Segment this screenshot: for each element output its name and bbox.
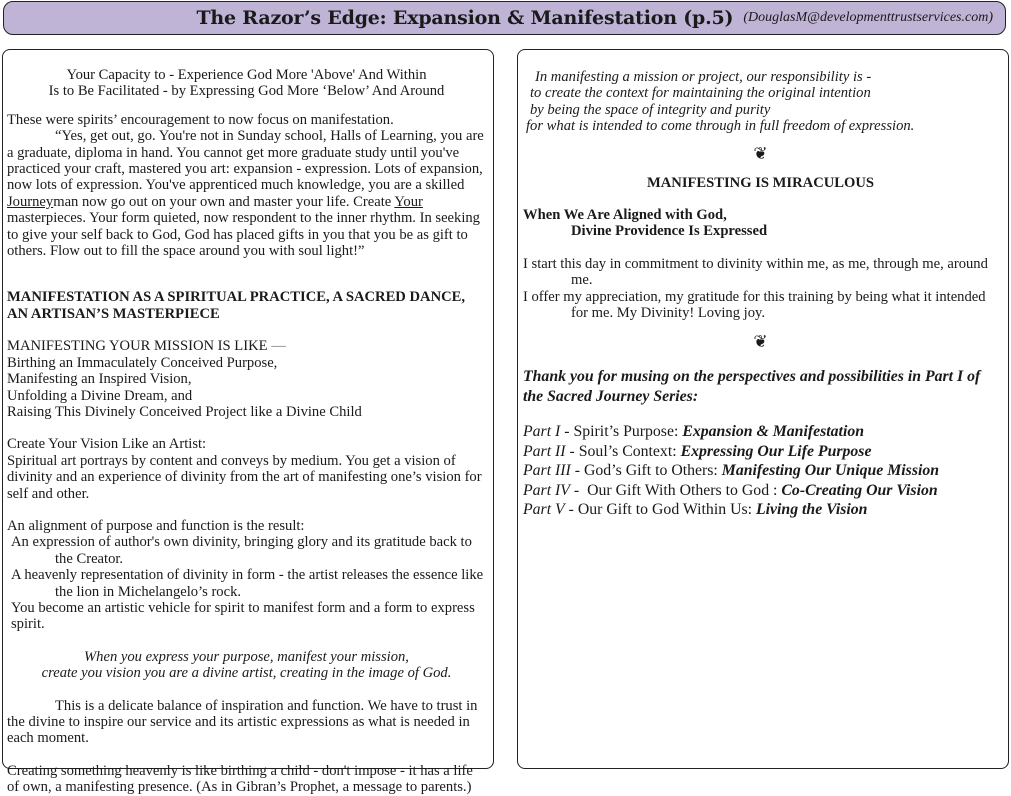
page-title: The Razor’s Edge: Expansion & Manifestation (p.5)	[196, 7, 734, 29]
capacity-heading-line-2: Is to Be Facilitated - by Expressing God More ‘Below’ And Around	[48, 83, 445, 100]
left-column	[2, 49, 494, 796]
intention-line: by being the space of integrity and purity	[530, 101, 771, 118]
part-title: Manifesting Our Unique Mission	[721, 462, 940, 480]
series-part-item	[523, 481, 998, 500]
part-separator: -	[560, 423, 574, 441]
aligned-heading-line-2: Divine Providence Is Expressed	[571, 223, 768, 240]
intention-line: for what is intended to come through in full freedom of expression.	[526, 118, 915, 135]
artist-heading: Create Your Vision Like an Artist:	[7, 436, 207, 453]
spirit-quote	[7, 128, 486, 259]
italic-quote-line-2: create you vision you are a divine artist, creating in the image of God.	[41, 665, 452, 682]
part-title: Expressing Our Life Purpose	[680, 442, 872, 460]
series-part-item	[523, 500, 998, 519]
alignment-item: An expression of author's own divinity, bringing glory and its gratitude back to the Creator.	[11, 534, 472, 567]
part-label: Soul’s Context:	[578, 442, 681, 460]
intention-line: to create the context for maintaining the original intention	[530, 85, 871, 102]
mission-item: Raising This Divinely Conceived Project like a Divine Child	[7, 403, 362, 420]
closing-text: Creating something heavenly is like birthing a child - don't impose - it has a life of own, a manifesting presence. (As in Gibran’s Prophet, a message to parents.)	[7, 762, 473, 796]
fleuron-icon: ❦	[753, 143, 768, 163]
alignment-item: You become an artistic vehicle for spirit to manifest form and a form to express spirit.	[11, 599, 475, 633]
part-separator: -	[570, 462, 584, 480]
capacity-heading-line-1: Your Capacity to - Experience God More 'Above' And Within	[66, 67, 427, 83]
italic-quote-line-1: When you express your purpose, manifest your mission,	[84, 648, 409, 665]
series-part-item	[523, 442, 998, 461]
part-title: Living the Vision	[755, 500, 868, 518]
right-column	[517, 49, 1009, 769]
author-email: (DouglasM@developmenttrustservices.com)	[743, 10, 993, 25]
alignment-item: A heavenly representation of divinity in form - the artist releases the essence like the lion in Michelangelo’s rock.	[11, 567, 484, 600]
commitment-text: I start this day in commitment to divinity within me, as me, through me, around me.	[523, 255, 988, 289]
quote-part: “Yes, get out, go. You're not in Sunday school, Halls of Learning, you are a graduate, diploma in hand. You cannot get more graduate study until you've practiced your craft, mastered you art: expansion - expression. Lots of expansion, now lots of expression. You've apprenticed much knowledge, you are a skilled	[7, 128, 484, 194]
em-dash: —	[271, 338, 286, 355]
quote-underlined-word: Journey	[7, 193, 54, 210]
aligned-heading-line-1: When We Are Aligned with God,	[523, 207, 727, 224]
mission-item: Unfolding a Divine Dream, and	[7, 387, 193, 404]
part-separator: -	[565, 442, 579, 460]
series-part-item	[523, 422, 998, 441]
series-part-item	[523, 461, 998, 480]
part-label: Our Gift With Others to God :	[587, 481, 782, 499]
part-separator: -	[564, 500, 578, 518]
quote-part: man now go out on your own and master your life. Create	[53, 193, 395, 210]
miracle-heading: MANIFESTING IS MIRACULOUS	[646, 174, 875, 191]
section-heading: MANIFESTATION AS A SPIRITUAL PRACTICE, A SACRED DANCE, AN ARTISAN’S MASTERPIECE	[7, 289, 466, 322]
thanks-text: Thank you for musing on the perspectives and possibilities in Part I of the Sacred Journey Series:	[523, 368, 981, 405]
page-header	[3, 1, 1006, 35]
mission-item: Birthing an Immaculately Conceived Purpose,	[7, 354, 278, 371]
part-number: Part II	[523, 442, 566, 460]
part-separator: -	[569, 481, 588, 499]
balance-text: This is a delicate balance of inspiration and function. We have to trust in the divine to inspire our service and its artistic expressions as what is needed in each moment.	[7, 697, 478, 747]
part-number: Part III	[523, 462, 571, 480]
part-number: Part V	[523, 500, 565, 518]
artist-text: Spiritual art portrays by content and conveys by medium. You get a vision of divinity and an experience of divinity from the art of manifesting one’s vision for self and other.	[7, 452, 482, 502]
series-parts-list	[523, 422, 998, 519]
part-label: God’s Gift to Others:	[584, 462, 722, 480]
quote-part: masterpieces. Your form quieted, now respondent to the inner rhythm. In seeking to give your self back to God, God has placed gifts in you that you be as gift to others. Flow out to fill the space around you with soul light!”	[7, 210, 480, 260]
quote-underlined-word: Your	[394, 193, 423, 210]
part-number: Part IV	[523, 481, 570, 499]
part-title: Co-Creating Our Vision	[781, 481, 938, 499]
alignment-heading: An alignment of purpose and function is the result:	[7, 517, 305, 534]
mission-label-text: MANIFESTING YOUR MISSION IS LIKE	[7, 338, 272, 355]
part-title: Expansion & Manifestation	[682, 423, 865, 441]
part-label: Spirit’s Purpose:	[573, 423, 683, 441]
intro-text: These were spirits’ encouragement to now focus on manifestation.	[7, 111, 394, 128]
fleuron-icon: ❦	[753, 332, 768, 352]
mission-label	[7, 338, 486, 354]
part-number: Part I	[523, 423, 561, 441]
part-label: Our Gift to God Within Us:	[577, 500, 756, 518]
intention-line: In manifesting a mission or project, our responsibility is -	[535, 69, 872, 85]
mission-item: Manifesting an Inspired Vision,	[7, 371, 192, 388]
appreciation-text: I offer my appreciation, my gratitude for this training by being what it intended for me. My Divinity! Loving joy.	[523, 288, 986, 322]
